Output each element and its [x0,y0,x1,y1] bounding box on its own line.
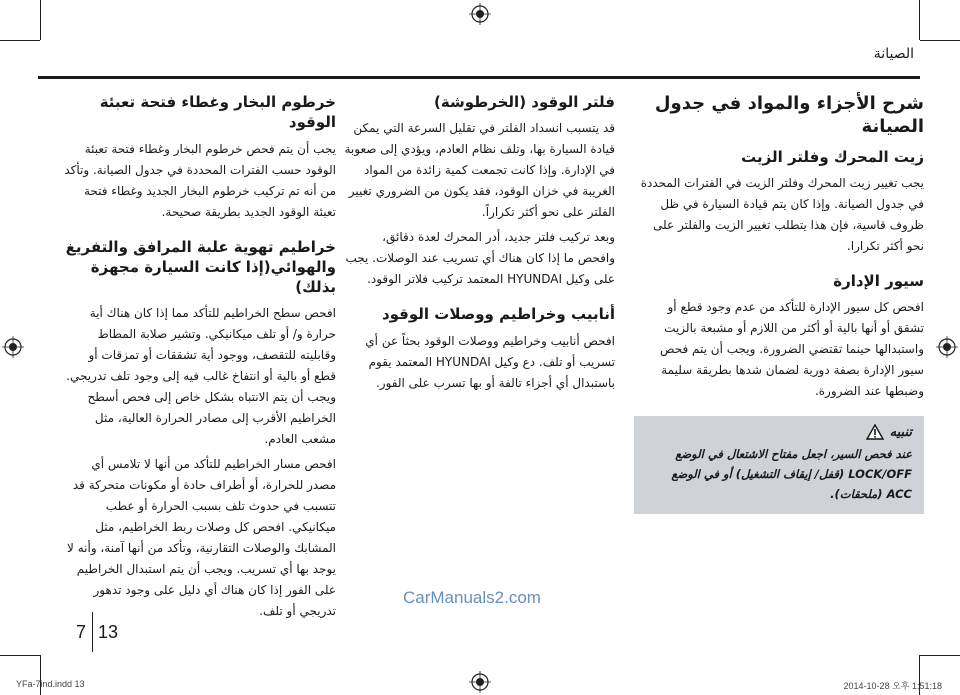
warning-triangle-icon [866,424,884,440]
middle-column [343,92,615,408]
fuel-filter-title: فلتر الوقود (الخرطوشة) [434,93,615,111]
caution-line: LOCK/OFF (قفل/ إيقاف التشغيل) أو في الوضع [671,467,912,482]
drive-belts-title: سيور الإدارة [833,272,924,291]
fuel-filter-text: قد يتسبب انسداد الفلتر في تقليل السرعة التي يمكن قيادة السيارة بها، وتلف نظام العادم، ويؤدي إلى صعوبة في الإدارة. وإذا كانت تجمعت كمية زائدة من المواد الغريبة في خزان الوقود، فقد يكون من الضروري تغيير الفلتر على نحو أكثر تكراراً. [344,121,615,220]
section-title: الصيانة [873,46,914,62]
registration-mark-icon [936,336,958,358]
crop-mark [920,655,960,656]
crop-mark [0,655,40,656]
vacuum-hoses-text-2: افحص مسار الخراطيم للتأكد من أنها لا تلامس أي مصدر للحرارة، أو أطراف حادة أو مكونات متحركة قد تتسبب في حدوث تلف بسبب الحرارة أو عطب ميكانيكي. افحص كل وصلات ربط الخراطيم، مثل المشابك والوصلات التقارنية، وتأكد من أنها آمنة، وأنه لا يوجد بها أي تسريب. ويجب أن يتم استبدال الخراطيم على الفور إذا كان هناك أي دليل على وجود تدهور تدريجي أو تلف. [67,457,336,619]
left-column [64,92,336,636]
page-number: 13 [98,622,119,642]
caution-line: عند فحص السير، اجعل مفتاح الاشتعال في الوضع [675,447,912,462]
caution-box [634,416,924,514]
main-heading: شرح الأجزاء والمواد في جدول الصيانة [654,93,924,138]
engine-oil-text: يجب تغيير زيت المحرك وفلتر الزيت في الفترات المحددة في جدول الصيانة. وإذا كان يتم قيادة السيارة في ظل ظروف قاسية، فإن هذا يتطلب تغيير الزيت والفلتر على نحو أكثر تكرارا. [640,176,924,254]
print-footer [0,677,960,695]
engine-oil-title: زيت المحرك وفلتر الزيت [741,147,924,166]
header-divider [38,76,920,79]
registration-mark-icon [2,336,24,358]
vapor-hose-title: خرطوم البخار وغطاء فتحة تعبئة الوقود [99,93,336,132]
crop-mark [920,40,960,41]
vacuum-hoses-title: خراطيم تهوية علبة المرافق والتفريغ والهوائي(إذا كانت السيارة مجهزة بذلك) [65,237,336,296]
section-number: 7 [76,622,87,642]
crop-mark [919,0,920,40]
fuel-lines-title: أنابيب وخراطيم ووصلات الوقود [381,305,615,324]
drive-belts-text: افحص كل سيور الإدارة للتأكد من عدم وجود قطع أو تشقق أو أنها بالية أو أكثر من اللازم أو مشبعة بالزيت واستبدالها حينما تقتضي الضرورة. ويجب أن يتم فحص سيور الإدارة بصفة دورية لضمان شدها بطريقة سليمة وضبطها عند الضرورة. [660,300,924,399]
registration-mark-icon [469,3,491,25]
footer-date: 2014-10-28 오후 1:51:18 [843,681,942,691]
crop-mark [40,0,41,40]
fuel-lines-text: افحص أنابيب وخراطيم ووصلات الوقود بحثاً عن أي تسريب أو تلف. دع وكيل HYUNDAI المعتمد يقوم باستبدال أي أجزاء تالفة أو بها تسرب على الفور. [365,333,615,390]
fuel-filter-text-2: وبعد تركيب فلتر جديد، أدر المحرك لعدة دقائق، وافحص ما إذا كان هناك أي تسريب عند الوصلات. يجب على وكيل HYUNDAI المعتمد تركيب فلاتر الوقود. [345,230,615,287]
caution-line: ACC (ملحقات). [830,487,912,502]
watermark-link[interactable]: CarManuals2.com [403,588,541,607]
footer-file: YFa-7ind.indd 13 [16,679,85,689]
vapor-hose-text: يجب أن يتم فحص خرطوم البخار وغطاء فتحة تعبئة الوقود حسب الفترات المحددة في جدول الصيانة. وتأكد من أنه تم تركيب خرطوم البخار الجديد وغطاء فتحة تعبئة الوقود الجديد بطريقة صحيحة. [64,141,336,219]
right-column [634,92,924,514]
page-number-divider [92,612,93,652]
crop-mark [0,40,40,41]
vacuum-hoses-text: افحص سطح الخراطيم للتأكد مما إذا كان هناك أية حرارة و/ أو تلف ميكانيكي. وتشير صلابة المطاط وقابليته للتقصف، ووجود أية تشققات أو تمزقات أو قطع أو بالية أو انتفاخ غالب فيه إلى وجود تلف تدريجي. ويجب أن يتم الانتباه بشكل خاص إلى فحص أسطح الخراطيم الأقرب إلى مصادر الحرارة العالية، مثل مشعب العادم. [66,306,336,447]
caution-header [646,424,912,440]
caution-label: تنبيه [889,424,912,440]
